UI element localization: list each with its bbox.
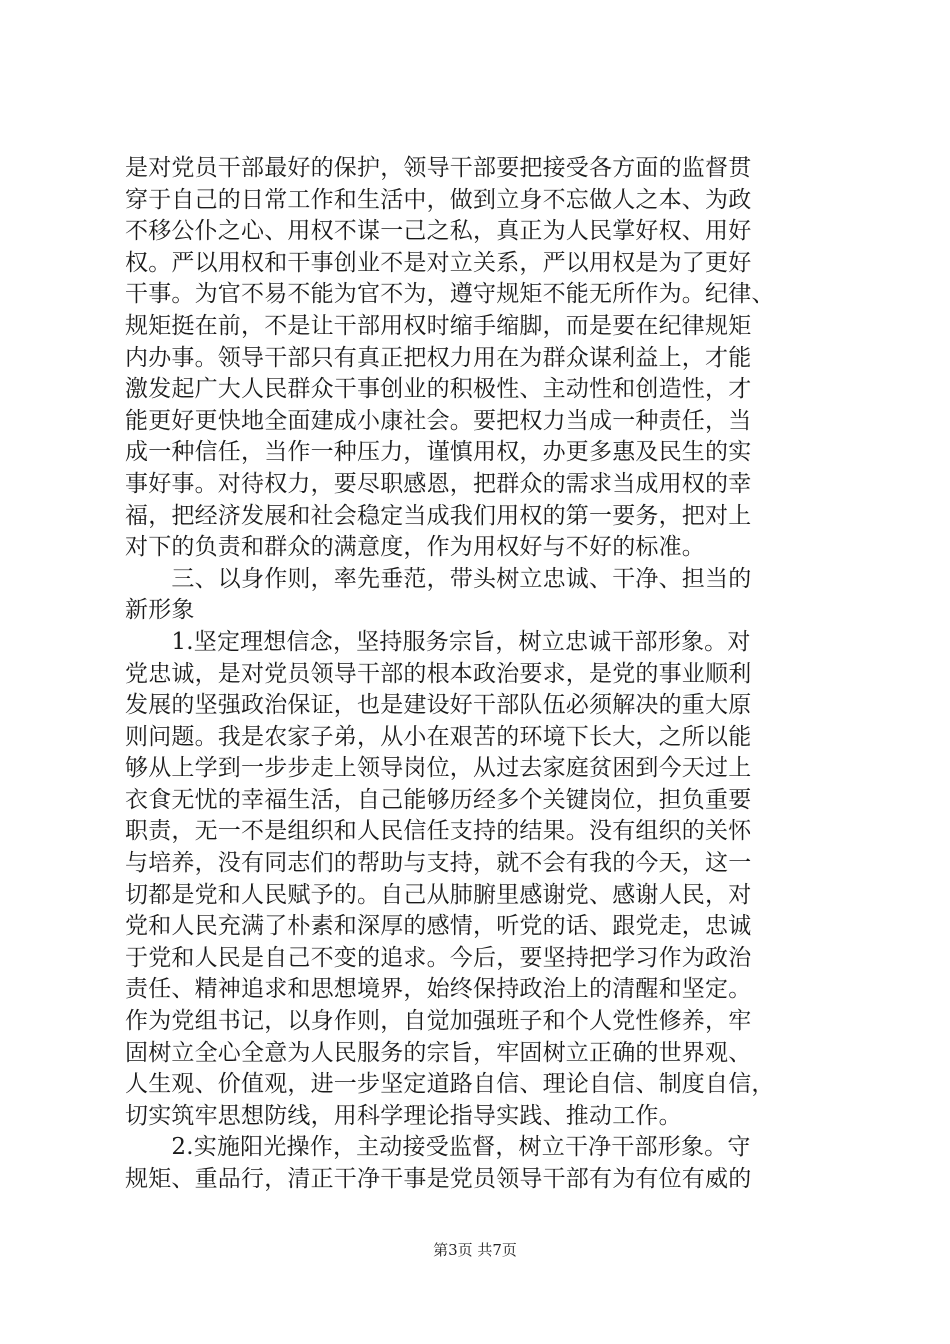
- body-text: [125, 153, 825, 1196]
- text-line: 权。严以用权和干事创业不是对立关系，严以用权是为了更好: [125, 249, 752, 276]
- text-line: 切都是党和人民赋予的。自己从肺腑里感谢党、感谢人民，对: [125, 881, 752, 908]
- text-line: 干事。为官不易不能为官不为，遵守规矩不能无所作为。纪律、: [125, 281, 775, 308]
- text-line: 党忠诚，是对党员领导干部的根本政治要求，是党的事业顺利: [125, 660, 752, 687]
- text-line: 人生观、价值观，进一步坚定道路自信、理论自信、制度自信，: [125, 1071, 775, 1098]
- page-number-footer: 第3页 共7页: [433, 1241, 517, 1259]
- text-line: 内办事。领导干部只有真正把权力用在为群众谋利益上，才能: [125, 344, 752, 371]
- text-line: 与培养，没有同志们的帮助与支持，就不会有我的今天，这一: [125, 850, 752, 877]
- text-line: 能更好更快地全面建成小康社会。要把权力当成一种责任，当: [125, 407, 752, 434]
- text-line: 规矩挺在前，不是让干部用权时缩手缩脚，而是要在纪律规矩: [125, 312, 752, 339]
- text-line: 发展的坚强政治保证，也是建设好干部队伍必须解决的重大原: [125, 692, 752, 719]
- text-line: 于党和人民是自己不变的追求。今后，要坚持把学习作为政治: [125, 944, 752, 971]
- text-line: 固树立全心全意为人民服务的宗旨，牢固树立正确的世界观、: [125, 1039, 752, 1066]
- text-line: 不移公仆之心、用权不谋一己之私，真正为人民掌好权、用好: [125, 218, 752, 245]
- text-line: 衣食无忧的幸福生活，自己能够历经多个关键岗位，担负重要: [125, 786, 752, 813]
- text-line: 对下的负责和群众的满意度，作为用权好与不好的标准。: [125, 534, 705, 561]
- section-heading-line: 三、以身作则，率先垂范，带头树立忠诚、干净、担当的: [125, 565, 752, 592]
- text-line: 职责，无一不是组织和人民信任支持的结果。没有组织的关怀: [125, 818, 752, 845]
- text-line: 则问题。我是农家子弟，从小在艰苦的环境下长大，之所以能: [125, 723, 752, 750]
- text-line: 切实筑牢思想防线，用科学理论指导实践、推动工作。: [125, 1102, 682, 1129]
- text-line: 激发起广大人民群众干事创业的积极性、主动性和创造性，才: [125, 376, 752, 403]
- text-line: 党和人民充满了朴素和深厚的感情，听党的话、跟党走，忠诚: [125, 913, 752, 940]
- text-line: 够从上学到一步步走上领导岗位，从过去家庭贫困到今天过上: [125, 755, 752, 782]
- subsection-heading-line: 1.坚定理想信念，坚持服务宗旨，树立忠诚干部形象。对: [125, 628, 751, 655]
- text-line: 成一种信任，当作一种压力，谨慎用权，办更多惠及民生的实: [125, 439, 752, 466]
- text-line: 作为党组书记，以身作则，自觉加强班子和个人党性修养，牢: [125, 1008, 752, 1035]
- text-line: 是对党员干部最好的保护，领导干部要把接受各方面的监督贯: [125, 155, 752, 181]
- subsection-heading-line: 2.实施阳光操作，主动接受监督，树立干净干部形象。守: [125, 1134, 751, 1161]
- text-line: 福，把经济发展和社会稳定当成我们用权的第一要务，把对上: [125, 502, 752, 529]
- text-line: 事好事。对待权力，要尽职感恩，把群众的需求当成用权的幸: [125, 470, 752, 497]
- section-heading-line: 新形象: [125, 597, 195, 624]
- text-line: 穿于自己的日常工作和生活中，做到立身不忘做人之本、为政: [125, 186, 752, 213]
- text-line: 规矩、重品行，清正干净干事是党员领导干部有为有位有威的: [125, 1166, 752, 1192]
- text-line: 责任、精神追求和思想境界，始终保持政治上的清醒和坚定。: [125, 976, 752, 1003]
